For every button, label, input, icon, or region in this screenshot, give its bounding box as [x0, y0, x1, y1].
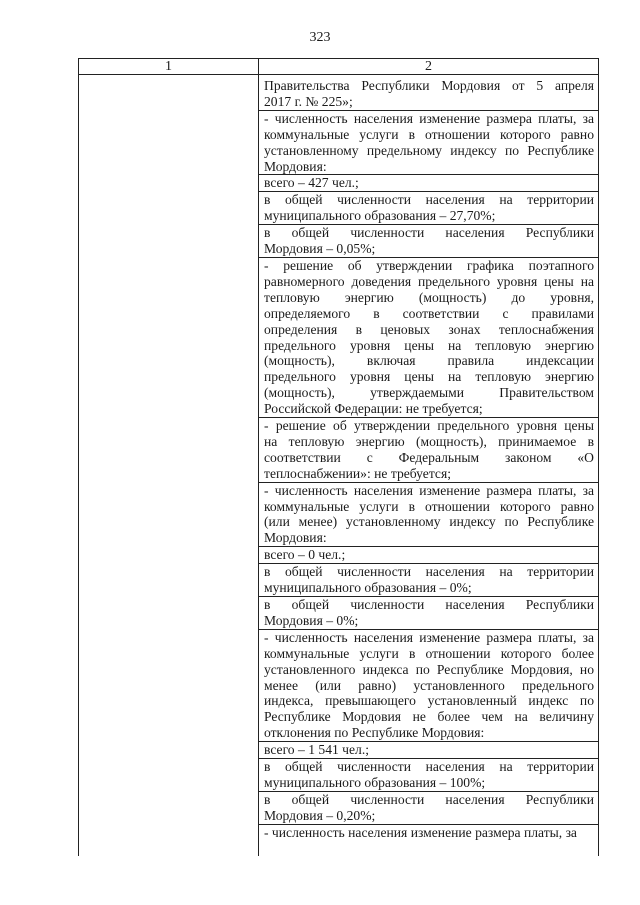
text-line: - численность населения изменение размера платы, за: [264, 482, 594, 498]
paragraph: [264, 759, 594, 791]
text-line: 2017 г. № 225»;: [264, 93, 353, 109]
document-table: [78, 58, 599, 856]
paragraph: [264, 742, 594, 758]
text-line: Мордовия:: [264, 158, 327, 174]
text-line: всего – 427 чел.;: [264, 175, 359, 191]
text-line: - численность населения изменение размера платы, за: [264, 824, 577, 840]
text-line: в общей численности населения на территории: [264, 759, 594, 775]
text-line: определяемого в соответствии с правилами: [264, 305, 594, 321]
paragraph: [264, 258, 594, 417]
paragraph: [264, 175, 594, 191]
text-line: Мордовия – 0%;: [264, 612, 359, 628]
text-line: в общей численности населения на территории: [264, 192, 594, 208]
text-line: муниципального образования – 100%;: [264, 774, 486, 790]
paragraph: [264, 418, 594, 482]
text-line: предельного уровня цены на тепловую энергию: [264, 337, 594, 353]
text-line: (мощность), включая правила индексации: [264, 353, 594, 369]
text-line: тепловую энергию (мощность) до уровня,: [264, 289, 594, 305]
paragraph: [264, 192, 594, 224]
text-line: предельного уровня цены на тепловую энергию: [264, 369, 594, 385]
paragraph: [264, 792, 594, 824]
text-line: всего – 1 541 чел.;: [264, 742, 370, 758]
paragraph: [264, 111, 594, 175]
text-line: (или менее) установленному индексу по Республике: [264, 514, 594, 530]
paragraph: [264, 825, 594, 841]
paragraph: [264, 78, 594, 110]
text-line: Республике Мордовия не более чем на величину: [264, 709, 594, 725]
text-line: - решение об утверждении графика поэтапного: [264, 257, 594, 273]
text-line: Правительства Республики Мордовия от 5 апреля: [264, 78, 594, 93]
cell-content: [259, 75, 598, 841]
text-line: теплоснабжении»: не требуется;: [264, 465, 451, 481]
column-header-2: 2: [259, 59, 599, 75]
text-line: коммунальные услуги в отношении которого более: [264, 645, 594, 661]
table-row: [79, 75, 599, 857]
text-line: в общей численности населения на территории: [264, 564, 594, 580]
text-line: Мордовия – 0,05%;: [264, 241, 376, 257]
text-line: соответствии с Федеральным законом «О: [264, 449, 594, 465]
text-line: Мордовия:: [264, 530, 327, 546]
paragraph: [264, 630, 594, 741]
text-line: - решение об утверждении предельного уровня цены: [264, 418, 594, 434]
text-line: муниципального образования – 0%;: [264, 580, 472, 596]
text-line: (мощность), утверждаемыми Правительством: [264, 385, 594, 401]
text-line: установленного индекса по Республике Мордовия, но: [264, 661, 594, 677]
text-line: коммунальные услуги в отношении которого равно: [264, 498, 594, 514]
paragraph: [264, 483, 594, 547]
text-line: - численность населения изменение размера платы, за: [264, 110, 594, 126]
text-line: всего – 0 чел.;: [264, 547, 346, 563]
paragraph: [264, 597, 594, 629]
text-line: муниципального образования – 27,70%;: [264, 208, 496, 224]
text-line: в общей численности населения Республики: [264, 225, 594, 241]
column-header-1: 1: [79, 59, 259, 75]
header-row: [79, 59, 599, 75]
paragraph: [264, 225, 594, 257]
paragraph: [264, 564, 594, 596]
text-line: Мордовия – 0,20%;: [264, 807, 376, 823]
text-line: на тепловую энергию (мощность), принимаемое в: [264, 433, 594, 449]
text-line: равномерного доведения предельного уровня цены на: [264, 273, 594, 289]
text-line: установленному предельному индексу по Республике: [264, 142, 594, 158]
text-line: менее (или равно) установленного предельного: [264, 677, 594, 693]
text-line: - численность населения изменение размера платы, за: [264, 629, 594, 645]
page-number: 323: [309, 30, 331, 45]
column-1-cell: [79, 75, 259, 857]
text-line: индекса, превышающего установленный индекс по: [264, 693, 594, 709]
column-2-cell: [259, 75, 599, 857]
text-line: коммунальные услуги в отношении которого равно: [264, 126, 594, 142]
text-line: отклонения по Республике Мордовия:: [264, 725, 485, 741]
paragraph: [264, 547, 594, 563]
text-line: в общей численности населения Республики: [264, 597, 594, 612]
text-line: в общей численности населения Республики: [264, 791, 594, 807]
text-line: определения в ценовых зонах теплоснабжения: [264, 321, 594, 337]
text-line: Российской Федерации: не требуется;: [264, 401, 483, 417]
